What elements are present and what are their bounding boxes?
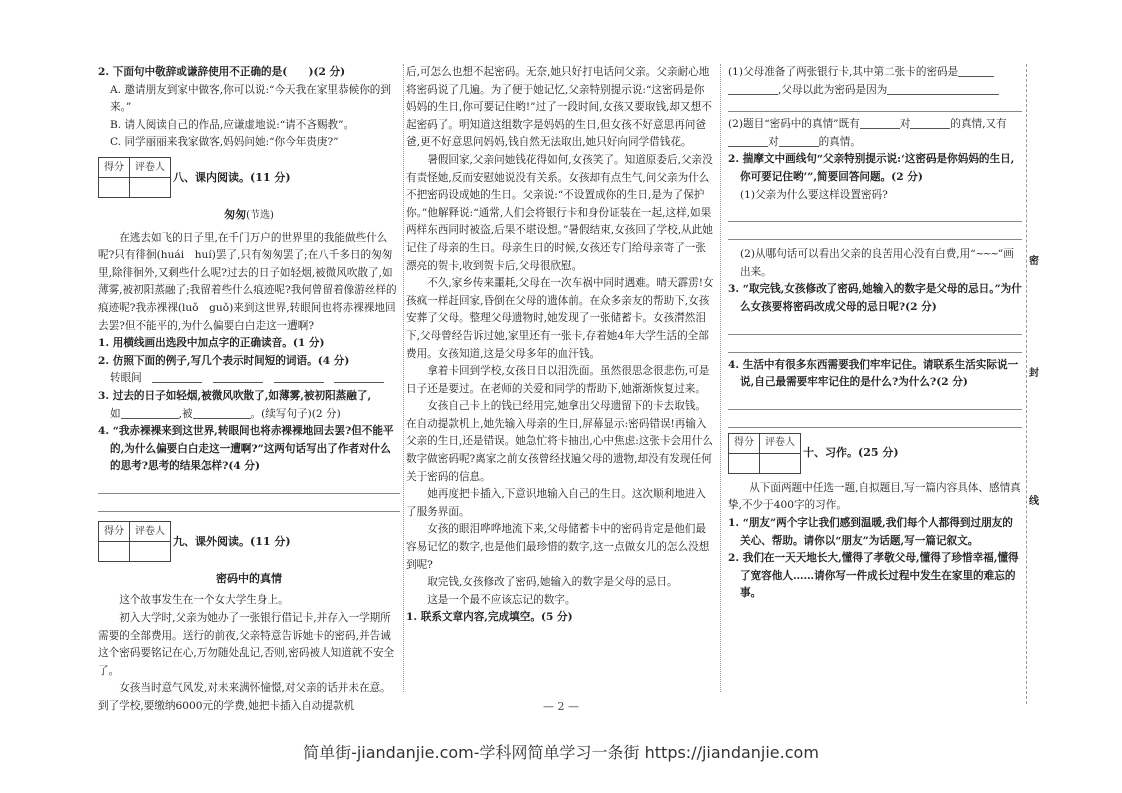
section-8-header <box>98 157 400 198</box>
column-left <box>98 64 400 716</box>
answer-blank[interactable] <box>334 370 384 383</box>
story-paragraph: 这是一个最不应该忘记的数字。 <box>427 593 576 606</box>
answer-line[interactable] <box>728 204 1022 222</box>
score-cell[interactable] <box>729 453 760 473</box>
story-paragraph: 女孩自己卡上的钱已经用完,她拿出父母遗留下的卡去取钱。在自动提款机上,她先输入母亲的生日,屏幕显示:密码错误!再输入父亲的生日,还是错误。她急忙将卡抽出,心中焦虑:这张卡会用什么数字做密码呢?离家之前女孩曾经找遍父母的遗物,却没有发现任何关于密码的信息。 <box>406 400 713 483</box>
example-word: 转眼间 <box>110 372 142 385</box>
question-2a: (1)父亲为什么要这样设置密码? <box>740 188 888 201</box>
answer-blank[interactable] <box>860 116 900 129</box>
answer-blank[interactable] <box>274 370 324 383</box>
question-2x: 2. 仿照下面的例子,写几个表示时间短的词语。(4 分) <box>98 354 350 367</box>
section-9-title: 九、课外阅读。(11 分) <box>173 534 291 548</box>
page-number: — 2 — <box>543 700 579 713</box>
question-3: 3. “取完钱,女孩修改了密码,她输入的数字是父母的忌日。”为什么女孩要将密码改成父母的忌日呢?(2 分) <box>728 283 1022 313</box>
answer-line[interactable] <box>728 317 1022 335</box>
story-paragraph: 拿着卡回到学校,女孩日日以泪洗面。虽然很思念很悲伤,可是日子还是要过。在老师的关爱和同学的帮助下,她渐渐恢复过来。 <box>406 365 710 395</box>
story-paragraph: 女孩的眼泪哗哗地流下来,父母储蓄卡中的密码肯定是他们最容易记忆的数字,也是他们最珍惜的数字,这一点做女儿的怎么没想到呢? <box>406 523 710 571</box>
fill-bei: ,被 <box>178 407 193 420</box>
question-1: 1. 联系文章内容,完成填空。(5 分) <box>406 611 573 624</box>
example-row <box>98 370 400 388</box>
option-b: B. 请人阅读自己的作品,应谦虚地说:“请不吝赐教”。 <box>110 118 355 131</box>
answer-blank[interactable] <box>958 64 994 77</box>
question-1b <box>728 116 1022 151</box>
story-paragraph: 不久,家乡传来噩耗,父母在一次车祸中同时遇难。晴天霹雳!女孩疯一样赶回家,昏倒在父母的遗体前。在众多亲友的帮助下,女孩安葬了父母。整理父母遗物时,她发现了一张储蓄卡。女孩潸然泪下,父母曾经告诉过她,家里还有一张卡,存着她4年大学生活的全部费用。女孩知道,这是父母多年的血汗钱。 <box>406 277 714 360</box>
q1a-text: (1)父母准备了两张银行卡,其中第二张卡的密码是 <box>728 66 959 78</box>
composition-topic-2: 2. 我们在一天天地长大,懂得了孝敬父母,懂得了珍惜幸福,懂得了宽容他人……请你写一件成长过程中发生在家里的难忘的事。 <box>728 552 1019 600</box>
passage-text: 在逃去如飞的日子里,在千门万户的世界里的我能做些什么呢?只有徘徊(huái huí)罢了,只有匆匆罢了;在八千多日的匆匆里,除徘徊外,又剩些什么呢?过去的日子如轻烟,被微风吹散了,如薄雾,被初阳蒸融了;我留着些什么痕迹呢?我何曾留着像游丝样的痕迹呢?我赤裸裸(luǒ guǒ)来到这世界,转眼间也将赤裸裸地回去罢?但不能平的,为什么偏要白白走这一遭啊? <box>98 231 397 332</box>
q2b-text-2: ”画出来。 <box>740 248 1014 278</box>
answer-blank[interactable] <box>887 82 999 95</box>
reviewer-label: 评卷人 <box>130 157 171 177</box>
answer-line[interactable] <box>728 410 1022 428</box>
answer-blank[interactable] <box>910 116 950 129</box>
question-2: 2. 下面句中敬辞或谦辞使用不正确的是( )(2 分) <box>98 66 346 78</box>
question-3-fill <box>98 406 400 424</box>
reviewer-cell[interactable] <box>130 541 171 561</box>
story-paragraph: 她再度把卡插入,下意识地输入自己的生日。这次顺利地进入了服务界面。 <box>406 488 706 518</box>
question-4: 4. “我赤裸裸来到这世界,转眼间也将赤裸裸地回去罢?但不能平的,为什么偏要白白走这一遭啊?”这两句话写出了作者对什么的思考?思考的结果怎样?(4 分) <box>98 425 394 473</box>
section-10-title: 十、习作。(25 分) <box>803 446 899 460</box>
reviewer-label: 评卷人 <box>130 521 171 541</box>
fill-tail: 。(续写句子)(2 分) <box>250 407 341 420</box>
answer-line[interactable] <box>728 222 1022 240</box>
seal-char-xian: 线 <box>1029 496 1039 507</box>
story-title: 密码中的真情 <box>216 571 282 585</box>
question-3: 3. 过去的日子如轻烟,被微风吹散了,如薄雾,被初阳蒸融了, <box>98 389 372 402</box>
answer-line[interactable] <box>728 335 1022 353</box>
q1b-dui: 对 <box>768 135 779 148</box>
footer-watermark: 简单街-jiandanjie.com-学科网简单学习一条街 https://jiandanjie.com <box>303 743 819 762</box>
seal-char-feng: 封 <box>1029 368 1039 379</box>
seal-char-mi: 密 <box>1029 256 1039 267</box>
question-2: 2. 揣摩文中画线句“父亲特别提示说:‘这密码是你妈妈的生日,你可要记住哟’”,简要回答问题。(2 分) <box>728 153 1015 183</box>
answer-blank[interactable] <box>728 82 778 95</box>
seal-line <box>1026 64 1041 704</box>
reviewer-cell[interactable] <box>130 177 171 197</box>
story-paragraph: 暑假回家,父亲问她钱花得如何,女孩笑了。知道原委后,父亲没有责怪她,反而安慰她说没有关系。女孩却有点生气,问父亲为什么不把密码设成她的生日。父亲说:“不设置成你的生日,是为了保护你。”他解释说:“通常,人们会将银行卡和身份证装在一起,这样,如果两样东西同时被盗,后果不堪设想。”暑假结束,女孩回了学校,从此她记住了母亲的生日。母亲生日的时候,女孩还专门给母亲寄了一张漂亮的贺卡,收到贺卡后,父母很欣慰。 <box>406 153 713 272</box>
score-label: 得分 <box>729 433 760 453</box>
score-cell[interactable] <box>99 541 130 561</box>
column-divider <box>720 64 721 692</box>
answer-blank[interactable] <box>193 406 251 419</box>
section-8-title: 八、课内阅读。(11 分) <box>173 170 291 184</box>
column-middle <box>406 64 714 627</box>
passage-title-text: 匆匆 <box>224 207 247 221</box>
question-1a <box>728 64 1022 82</box>
reviewer-cell[interactable] <box>760 453 801 473</box>
answer-blank[interactable] <box>121 406 179 419</box>
answer-blank[interactable] <box>779 134 819 147</box>
score-box <box>728 433 801 474</box>
story-paragraph: 取完钱,女孩修改了密码,她输入的数字是父母的忌日。 <box>427 576 678 589</box>
reviewer-label: 评卷人 <box>760 433 801 453</box>
passage-subtitle: (节选) <box>246 209 274 221</box>
answer-line[interactable] <box>728 392 1022 410</box>
question-1: 1. 用横线画出选段中加点字的正确读音。(1 分) <box>98 337 325 350</box>
q1b-dui: 对 <box>899 118 911 131</box>
option-c: C. 同学丽丽来我家做客,妈妈问她:“你今年贵庚?” <box>110 136 339 149</box>
composition-topic-1: 1. “朋友”两个字让我们感到温暖,我们每个人都得到过朋友的关心、帮助。请你以“朋友”为话题,写一篇记叙文。 <box>728 516 1013 547</box>
composition-intro: 从下面两题中任选一题,自拟题目,写一篇内容具体、感情真挚,不少于400字的习作。 <box>728 481 1021 512</box>
score-label: 得分 <box>99 157 130 177</box>
score-box <box>98 521 171 562</box>
wave-line-icon: ~~~ <box>975 249 998 261</box>
answer-line[interactable] <box>98 476 400 494</box>
column-right <box>728 64 1022 603</box>
story-paragraph: 女孩当时意气风发,对未来满怀憧憬,对父亲的话并未在意。到了学校,要缴纳6000元的学费,她把卡插入自动提款机 <box>98 682 391 713</box>
score-label: 得分 <box>99 521 130 541</box>
story-paragraph: 后,可怎么也想不起密码。无奈,她只好打电话问父亲。父亲耐心地将密码说了几遍。为了便于她记忆,父亲特别提示说:“这密码是你妈妈的生日,你可要记住哟!”过了一段时间,女孩又要取钱,却又想不起密码了。明知道这组数字是妈妈的生日,但女孩不好意思再问爸爸,更不好意思问妈妈,钱自然无法取出,她只好向同学借钱花。 <box>406 66 712 149</box>
section-10-header <box>728 433 1022 474</box>
passage-title <box>98 206 400 225</box>
section-9-header <box>98 521 400 562</box>
column-divider <box>403 64 404 692</box>
answer-line[interactable] <box>728 99 1022 112</box>
q1b-text-2: 的真情,又有 <box>950 118 1007 131</box>
answer-blank[interactable] <box>152 370 202 383</box>
score-box <box>98 157 171 198</box>
score-cell[interactable] <box>99 177 130 197</box>
q2b-text: (2)从哪句话可以看出父亲的良苦用心没有白费,用“ <box>740 248 976 261</box>
q1a-text-2: ,父母以此为密码是因为 <box>778 83 888 96</box>
q1b-text: (2)题目“密码中的真情”既有 <box>728 118 860 131</box>
q1b-text-3: 的真情。 <box>818 135 861 148</box>
answer-blank[interactable] <box>213 370 263 383</box>
question-2b <box>728 246 1022 281</box>
question-1a-cont <box>728 82 1022 100</box>
answer-blank[interactable] <box>728 134 768 147</box>
question-4: 4. 生活中有很多东西需要我们牢牢记住。请联系生活实际说一说,自己最需要牢牢记住的是什么?为什么?(2 分) <box>728 358 1019 389</box>
fill-ru: 如 <box>110 407 121 420</box>
option-a: A. 邀请朋友到家中做客,你可以说:“今天我在家里恭候你的到来。” <box>110 83 391 114</box>
answer-line[interactable] <box>98 494 400 512</box>
story-paragraph: 这个故事发生在一个女大学生身上。 <box>119 594 289 607</box>
story-paragraph: 初入大学时,父亲为她办了一张银行借记卡,并存入一学期所需要的全部费用。送行的前夜,父亲特意告诉她卡的密码,并告诫这个密码要铭记在心,万勿随处乱记,否则,密码被人知道就不安全了。 <box>98 612 395 677</box>
